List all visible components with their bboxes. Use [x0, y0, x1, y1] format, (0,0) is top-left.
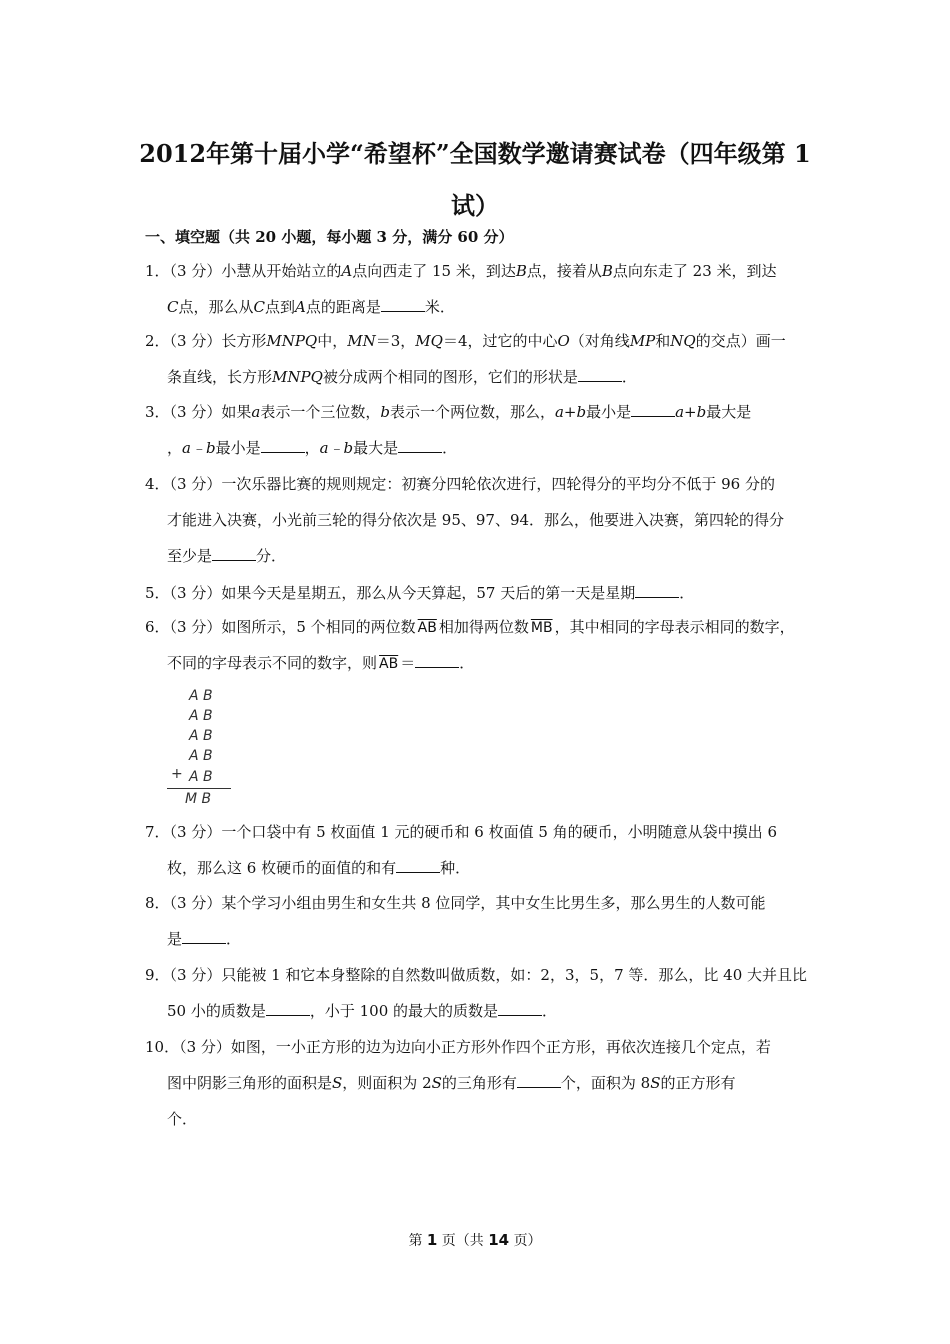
q3-text: 3．（3 分）如果	[145, 403, 252, 421]
addend-row: A B	[189, 769, 213, 785]
addend-row: A B	[189, 688, 213, 704]
overlined-number-ab: $\overline{AB}$	[417, 620, 437, 636]
q5-text: 5．（3 分）如果今天是星期五，那么从今天算起，57 天后的第一天是星期	[145, 584, 636, 602]
q3-var: a+b	[675, 403, 707, 421]
q2-text: 和	[655, 332, 671, 350]
title-line-2: 试）	[451, 191, 499, 220]
q1-text: 点，那么从	[178, 298, 254, 316]
question-2	[145, 323, 815, 395]
q10-text: ，则面积为 2	[342, 1074, 432, 1092]
q2-text: ＝4，过它的中心	[442, 332, 558, 350]
answer-blank[interactable]	[398, 438, 442, 453]
answer-blank[interactable]	[578, 367, 622, 382]
q2-var: O	[557, 332, 570, 350]
q9-text: 9．（3 分）只能被 1 和它本身整除的自然数叫做质数，如：2，3，5，7 等．那么，比 40 大并且比	[145, 966, 808, 984]
q9-text: ，小于 100 的最大的质数是	[309, 1002, 499, 1020]
q3-var: b	[380, 403, 390, 421]
q1-text: 1．（3 分）小慧从开始站立的	[145, 262, 342, 280]
q1-var: C	[167, 298, 179, 316]
section-heading: 一、填空题（共 20 小题，每小题 3 分，满分 60 分）	[145, 228, 514, 246]
q3-var: a﹣b	[319, 439, 354, 457]
q3-var: a	[251, 403, 261, 421]
q1-text: 点到	[264, 298, 295, 316]
answer-blank[interactable]	[498, 1001, 542, 1016]
question-1	[145, 253, 815, 325]
answer-blank[interactable]	[631, 402, 675, 417]
answer-blank[interactable]	[212, 546, 256, 561]
q9-text: ．	[542, 1002, 558, 1020]
answer-blank[interactable]	[261, 438, 305, 453]
footer-text: 页（共	[441, 1233, 484, 1249]
q6-text: 6．（3 分）如图所示，5 个相同的两位数	[145, 618, 416, 636]
q5-text: ．	[679, 584, 695, 602]
q3-text: ．	[442, 439, 458, 457]
page-footer	[0, 1230, 950, 1250]
q3-text: 最大是	[706, 403, 752, 421]
sum-line	[167, 788, 231, 789]
q1-text: 点向西走了 15 米，到达	[352, 262, 516, 280]
q4-text: 至少是	[167, 547, 213, 565]
q6-text: 相加得两位数	[438, 618, 529, 636]
addend-row: A B	[189, 728, 213, 744]
q10-var: S	[332, 1074, 343, 1092]
q3-text: 表示一个三位数，	[260, 403, 381, 421]
q10-text: 个．	[167, 1110, 198, 1128]
q10-text: 的正方形有	[660, 1074, 736, 1092]
q1-var: A	[341, 262, 353, 280]
q3-text: 最大是	[353, 439, 399, 457]
title-line-1: 2012年第十届小学“希望杯”全国数学邀请赛试卷（四年级第 1	[139, 139, 811, 168]
page-number: 1	[426, 1231, 438, 1249]
q10-text: 的三角形有	[441, 1074, 517, 1092]
q2-var: MNPQ	[272, 368, 323, 386]
q6-text: ＝	[400, 654, 416, 672]
q1-text: 米．	[424, 298, 455, 316]
q1-var: B	[515, 262, 527, 280]
q2-text: 被分成两个相同的图形，它们的形状是	[322, 368, 578, 386]
q2-text: 条直线，长方形	[167, 368, 273, 386]
q1-var: B	[601, 262, 613, 280]
page-title	[130, 128, 820, 232]
addend-row: A B	[189, 748, 213, 764]
q1-var: C	[253, 298, 265, 316]
q4-text: 才能进入决赛，小光前三轮的得分依次是 95、97、94．那么，他要进入决赛，第四轮的得分	[167, 511, 785, 529]
page-total: 14	[488, 1231, 510, 1249]
q9-text: 50 小的质数是	[167, 1002, 266, 1020]
answer-blank[interactable]	[266, 1001, 310, 1016]
overlined-number-mb: $\overline{MB}$	[530, 620, 553, 636]
q10-text: 10．（3 分）如图，一小正方形的边为边向小正方形外作四个正方形，再依次连接几个定点，若	[145, 1038, 771, 1056]
question-6	[145, 609, 815, 681]
q2-var: MNPQ	[266, 332, 318, 350]
question-9	[145, 957, 815, 1029]
q2-text: 的交点）画一	[695, 332, 786, 350]
question-5	[145, 575, 815, 611]
answer-blank[interactable]	[381, 297, 425, 312]
q6-text: 不同的字母表示不同的数字，则	[167, 654, 378, 672]
question-3	[145, 394, 815, 466]
q2-var: MQ	[415, 332, 443, 350]
answer-blank[interactable]	[415, 653, 459, 668]
q6-text: ．	[459, 654, 475, 672]
q4-text: 4．（3 分）一次乐器比赛的规则规定：初赛分四轮依次进行，四轮得分的平均分不低于 96 分的	[145, 475, 775, 493]
plus-sign: +	[171, 766, 183, 782]
q2-text: ．	[621, 368, 637, 386]
q3-var: a+b	[554, 403, 587, 421]
q10-var: S	[431, 1074, 442, 1092]
footer-text: 第	[408, 1233, 423, 1249]
overlined-number-ab: $\overline{AB}$	[379, 656, 399, 672]
result-row: M B	[185, 791, 212, 807]
q8-text: ．	[226, 930, 242, 948]
q8-text: 是	[167, 930, 183, 948]
q3-text: 最小是	[215, 439, 261, 457]
q2-text: ＝3，	[375, 332, 416, 350]
q2-text: 2．（3 分）长方形	[145, 332, 267, 350]
answer-blank[interactable]	[517, 1073, 561, 1088]
q3-var: a﹣b	[182, 439, 216, 457]
answer-blank[interactable]	[182, 929, 226, 944]
q2-var: NQ	[670, 332, 696, 350]
q4-text: 分．	[256, 547, 287, 565]
footer-text: 页）	[513, 1233, 542, 1249]
q2-var: MP	[629, 332, 656, 350]
q3-text: ，	[167, 439, 183, 457]
answer-blank[interactable]	[635, 583, 679, 598]
question-7	[145, 814, 815, 886]
q1-text: 点，接着从	[526, 262, 602, 280]
q7-text: 7．（3 分）一个口袋中有 5 枚面值 1 元的硬币和 6 枚面值 5 角的硬币，小明随意从袋中摸出 6	[145, 823, 777, 841]
q2-text: 中，	[317, 332, 348, 350]
q3-text: 最小是	[586, 403, 632, 421]
q6-text: ，其中相同的字母表示相同的数字，	[554, 618, 795, 636]
q7-text: 枚，那么这 6 枚硬币的面值的和有	[167, 859, 397, 877]
q1-text: 点的距离是	[305, 298, 381, 316]
answer-blank[interactable]	[396, 858, 440, 873]
q10-text: 图中阴影三角形的面积是	[167, 1074, 333, 1092]
q8-text: 8．（3 分）某个学习小组由男生和女生共 8 位同学，其中女生比男生多，那么男生的人数可能	[145, 894, 766, 912]
question-4	[145, 466, 815, 574]
q1-var: A	[295, 298, 306, 316]
q2-var: MN	[347, 332, 376, 350]
q7-text: 种．	[440, 859, 471, 877]
question-8	[145, 885, 815, 957]
question-10	[145, 1029, 815, 1137]
q10-var: S	[650, 1074, 661, 1092]
q2-text: （对角线	[569, 332, 630, 350]
addition-figure	[165, 688, 235, 810]
q3-text: 表示一个两位数，那么，	[389, 403, 555, 421]
q3-text: ，	[304, 439, 320, 457]
addend-row: A B	[189, 708, 213, 724]
q10-text: 个，面积为 8	[560, 1074, 651, 1092]
q1-text: 点向东走了 23 米，到达	[612, 262, 777, 280]
